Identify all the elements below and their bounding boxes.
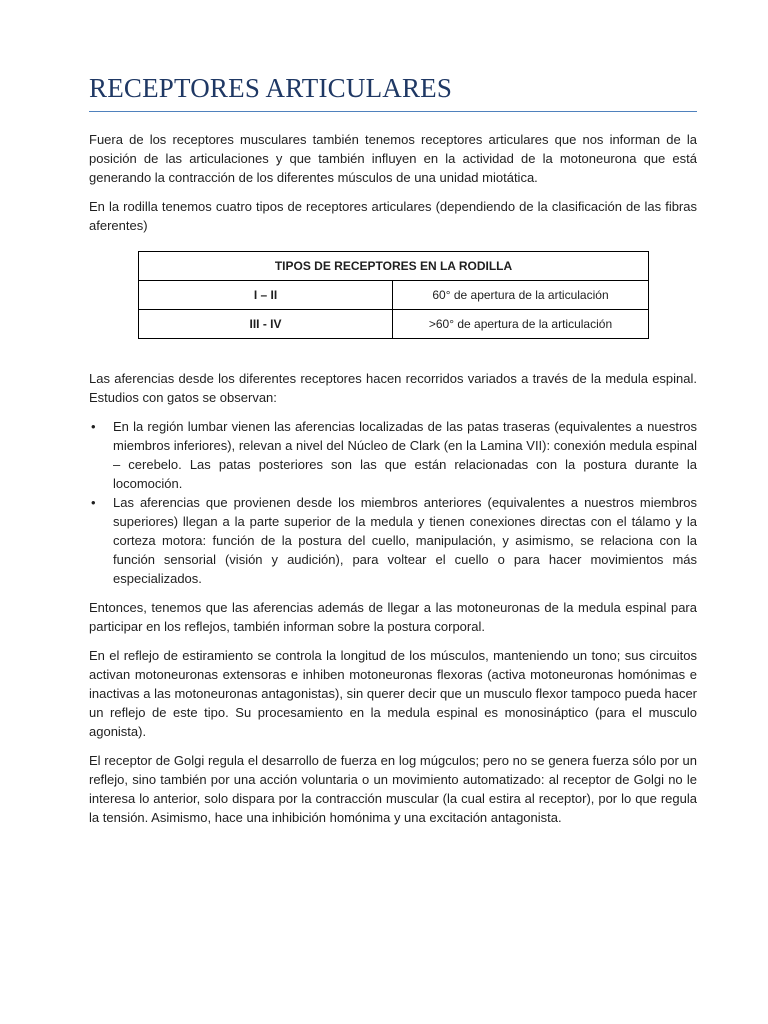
receptor-type-cell: I – II — [139, 281, 393, 310]
bullet-icon: • — [91, 419, 96, 434]
receptor-types-table — [138, 251, 649, 339]
table-row — [139, 310, 649, 339]
list-item-text: Las aferencias que provienen desde los miembros anteriores (equivalentes a nuestros miembros superiores) llegan a la parte superior de la medula y tienen conexiones directas con el tálamo y la corteza motora: función de la postura del cuello, manipulación, y asimismo, se relaciona con la función sensorial (visión y audición), para voltear el cuello o para hacer movimientos más especializados. — [113, 495, 697, 586]
paragraph-golgi: El receptor de Golgi regula el desarrollo de fuerza en log múgculos; pero no se genera fuerza sólo por un reflejo, sino también por una acción voluntaria o un movimiento automatizado: al receptor de Golgi no le interesa lo anterior, solo dispara por la contracción muscular (la cual estira al receptor), por lo que regula la tensión. Asimismo, hace una inhibición homónima y una excitación antagonista. — [89, 753, 697, 825]
page-title: RECEPTORES ARTICULARES — [89, 73, 453, 103]
paragraph-posture: Entonces, tenemos que las aferencias además de llegar a las motoneuronas de la medula espinal para participar en los reflejos, también informan sobre la postura corporal. — [89, 600, 697, 634]
bullet-icon: • — [91, 495, 96, 510]
receptor-desc-cell: 60° de apertura de la articulación — [393, 281, 649, 310]
paragraph-afferents: Las aferencias desde los diferentes receptores hacen recorridos variados a través de la medula espinal. Estudios con gatos se observan: — [89, 371, 697, 405]
table-header: TIPOS DE RECEPTORES EN LA RODILLA — [139, 252, 649, 281]
paragraph-knee: En la rodilla tenemos cuatro tipos de receptores articulares (dependiendo de la clasificación de las fibras aferentes) — [89, 199, 697, 233]
paragraph-intro: Fuera de los receptores musculares también tenemos receptores articulares que nos informan de la posición de las articulaciones y que también influyen en la actividad de la motoneurona que está generando la contracción de los diferentes músculos de una unidad miotática. — [89, 132, 697, 185]
list-item — [89, 417, 697, 493]
table-header-row — [139, 252, 649, 281]
receptor-desc-cell: >60° de apertura de la articulación — [393, 310, 649, 339]
list-item-text: En la región lumbar vienen las aferencias localizadas de las patas traseras (equivalentes a nuestros miembros inferiores), relevan a nivel del Núcleo de Clark (en la Lamina VII): conexión medula espinal – cerebelo. Las patas posteriores son las que están relacionadas con la postura durante la locomoción. — [113, 419, 697, 491]
bullet-list — [89, 417, 697, 588]
paragraph-stretch-reflex: En el reflejo de estiramiento se controla la longitud de los músculos, manteniendo un tono; sus circuitos activan motoneuronas extensoras e inhiben motoneuronas flexoras (activa motoneuronas homónimas e inactivas a las motoneuronas antagonistas), sin querer decir que un musculo flexor tampoco pueda hacer un reflejo de este tipo. Su procesamiento en la medula espinal es monosináptico (para el musculo agonista). — [89, 648, 697, 739]
receptor-type-cell: III - IV — [139, 310, 393, 339]
list-item — [89, 493, 697, 588]
table-row — [139, 281, 649, 310]
title-underline — [89, 111, 697, 112]
document-body — [89, 130, 697, 837]
